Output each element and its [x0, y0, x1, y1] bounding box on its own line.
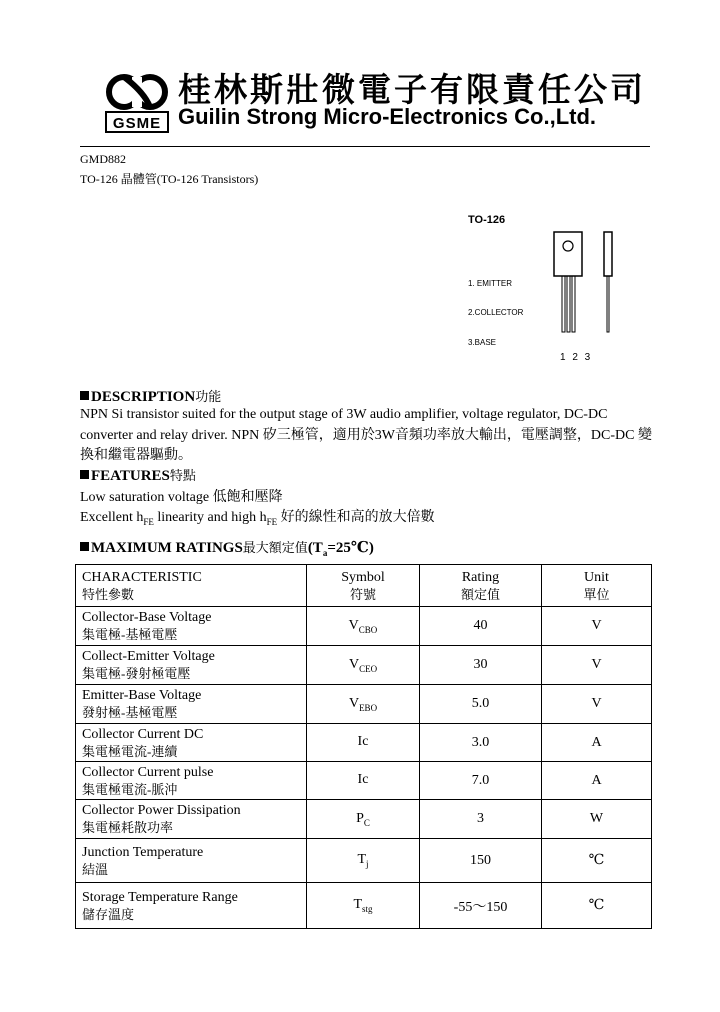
unit-cell: V: [542, 646, 652, 685]
characteristic-cell: Collector Current pulse 集電極電流-脈沖: [76, 762, 307, 800]
table-row: [76, 607, 652, 646]
table-row: [76, 762, 652, 800]
symbol-cell: Ic: [307, 762, 420, 800]
company-name-english: Guilin Strong Micro-Electronics Co.,Ltd.: [178, 104, 597, 129]
pin-numbers: 1 2 3: [560, 352, 593, 363]
characteristic-cell: Collect-Emitter Voltage 集電極-發射極電壓: [76, 646, 307, 685]
characteristic-cell: Collector-Base Voltage 集電極-基極電壓: [76, 607, 307, 646]
unit-cell: ℃: [542, 839, 652, 883]
characteristic-cell: Storage Temperature Range 儲存溫度: [76, 883, 307, 929]
table-row: [76, 800, 652, 839]
company-logo: [104, 68, 170, 134]
description-line-3: 換和繼電器驅動。: [80, 448, 192, 463]
unit-cell: V: [542, 685, 652, 724]
logo-text: GSME: [112, 115, 162, 132]
table-row: [76, 685, 652, 724]
max-ratings-table: [75, 564, 652, 929]
header-characteristic: CHARACTERISTIC 特性參數: [76, 565, 307, 607]
features-heading: FEATURES特點: [80, 465, 196, 485]
unit-cell: A: [542, 762, 652, 800]
pin-label-base: 3.BASE: [468, 338, 497, 347]
characteristic-cell: Emitter-Base Voltage 發射極-基極電壓: [76, 685, 307, 724]
rating-cell: 40: [420, 607, 542, 646]
rating-cell: 7.0: [420, 762, 542, 800]
unit-cell: A: [542, 724, 652, 762]
symbol-cell: $V_{CBO}$: [307, 607, 420, 646]
product-subtitle: TO-126 晶體管(TO-126 Transistors): [80, 172, 259, 186]
table-row: [76, 839, 652, 883]
characteristic-cell: Collector Power Dissipation 集電極耗散功率: [76, 800, 307, 839]
max-ratings-heading: MAXIMUM RATINGS最大額定值$(T_a=25℃)$: [80, 537, 374, 558]
symbol-cell: $P_C$: [307, 800, 420, 839]
rating-cell: 3.0: [420, 724, 542, 762]
pin-label-emitter: 1. EMITTER: [468, 279, 513, 288]
table-row: [76, 883, 652, 929]
rating-cell: -55～150: [420, 883, 542, 929]
description-heading: DESCRIPTION功能: [80, 386, 221, 406]
company-name-chinese: 桂林斯壯微電子有限責任公司: [178, 73, 646, 109]
header-rating: Rating 額定值: [420, 565, 542, 607]
rating-cell: 3: [420, 800, 542, 839]
symbol-cell: Ic: [307, 724, 420, 762]
description-line-2: converter and relay driver. NPN 矽三極管，適用於3W音頻功率放大輸出，電壓調整，DC-DC 變: [80, 428, 652, 443]
symbol-cell: $T_{stg}$: [307, 883, 420, 929]
unit-cell: ℃: [542, 883, 652, 929]
header-divider: [80, 146, 650, 147]
characteristic-cell: Junction Temperature 結溫: [76, 839, 307, 883]
rating-cell: 30: [420, 646, 542, 685]
header-unit: Unit 單位: [542, 565, 652, 607]
symbol-cell: $V_{EBO}$: [307, 685, 420, 724]
table-header-row: [76, 565, 652, 607]
pin-label-collector: 2.COLLECTOR: [468, 308, 524, 317]
unit-cell: V: [542, 607, 652, 646]
unit-cell: W: [542, 800, 652, 839]
header-symbol: Symbol 符號: [307, 565, 420, 607]
to126-package-drawing: [546, 226, 626, 336]
part-number: GMD882: [80, 152, 127, 166]
symbol-cell: $V_{CEO}$: [307, 646, 420, 685]
feature-low-saturation: Low saturation voltage 低飽和壓降: [80, 490, 283, 505]
feature-hfe-linearity: Excellent $h_{FE}$ linearity and high $h_{FE}$ 好的線性和高的放大倍數: [80, 510, 435, 527]
table-row: [76, 724, 652, 762]
table-row: [76, 646, 652, 685]
rating-cell: 150: [420, 839, 542, 883]
characteristic-cell: Collector Current DC 集電極電流-連續: [76, 724, 307, 762]
symbol-cell: $T_j$: [307, 839, 420, 883]
description-line-1: NPN Si transistor suited for the output stage of 3W audio amplifier, voltage regulator, DC-DC: [80, 407, 608, 422]
rating-cell: 5.0: [420, 685, 542, 724]
package-title: TO-126: [468, 214, 506, 226]
